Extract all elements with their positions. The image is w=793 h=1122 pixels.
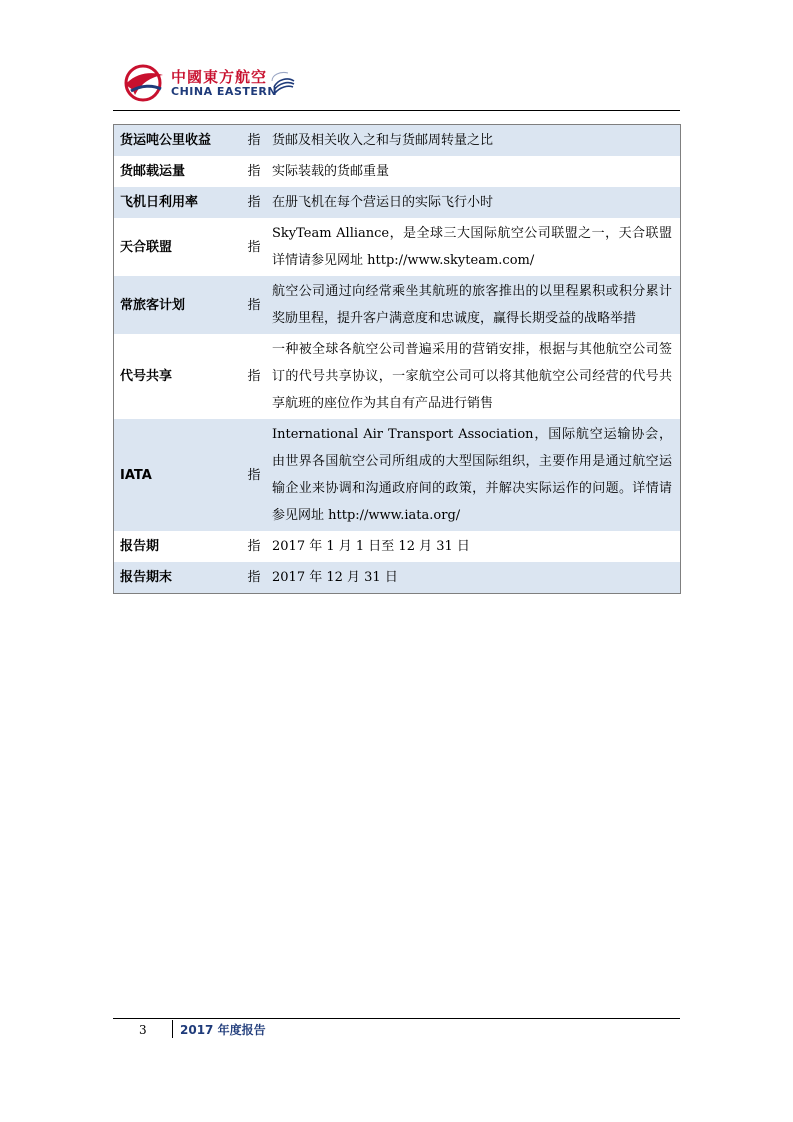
term-cell: 天合联盟	[120, 239, 173, 255]
definition-cell: International Air Transport Association，国际航空运输协会，由世界各国航空公司所组成的大型国际组织，主要作用是通过航空运输企业来协调和沟通政府间的政策，并解决实际运作的问题。详情请参见网址 http://www.iata.org/	[268, 419, 681, 531]
report-title: 2017 年度报告	[180, 1023, 266, 1037]
table-row	[114, 276, 681, 334]
term-cell: 飞机日利用率	[114, 187, 241, 218]
means-cell: 指	[247, 239, 261, 255]
term-cell: 常旅客计划	[114, 276, 241, 334]
means-cell: 指	[240, 562, 268, 594]
term-cell: 代号共享	[120, 369, 173, 384]
term-cell: IATA	[114, 419, 241, 531]
means-cell: 指	[247, 539, 261, 554]
definition-cell: SkyTeam Alliance，是全球三大国际航空公司联盟之一，天合联盟详情请参见网址 http://www.skyteam.com/	[272, 226, 672, 268]
definition-cell: 一种被全球各航空公司普遍采用的营销安排，根据与其他航空公司签订的代号共享协议，一家航空公司可以将其他航空公司经营的代号共享航班的座位作为其自有产品进行销售	[272, 342, 672, 411]
footer-rule	[113, 1018, 680, 1019]
header-rule	[113, 110, 680, 111]
footer-divider	[172, 1020, 173, 1038]
table-row	[114, 187, 681, 218]
definition-cell: 货邮及相关收入之和与货邮周转量之比	[268, 125, 681, 157]
term-cell: 报告期	[120, 539, 160, 554]
glossary-table	[113, 124, 681, 594]
table-row	[114, 125, 681, 157]
term-cell: 报告期末	[114, 562, 241, 594]
means-cell: 指	[247, 164, 261, 179]
skyteam-icon	[268, 69, 298, 99]
table-row	[114, 562, 681, 594]
brand-name-en: CHINA EASTERN	[171, 85, 278, 98]
term-cell: 货运吨公里收益	[114, 125, 241, 157]
means-cell: 指	[240, 419, 268, 531]
definition-cell: 2017 年 12 月 31 日	[268, 562, 681, 594]
swallow-logo-icon	[121, 63, 165, 103]
definition-cell: 2017 年 1 月 1 日至 12 月 31 日	[272, 539, 470, 554]
table-row	[114, 218, 681, 276]
means-cell: 指	[240, 187, 268, 218]
page-number: 3	[139, 1023, 147, 1037]
term-cell: 货邮载运量	[120, 164, 186, 179]
definition-cell: 实际装载的货邮重量	[272, 164, 390, 179]
brand-name-cn: 中國東方航空	[171, 68, 268, 86]
table-row	[114, 531, 681, 562]
table-row	[114, 156, 681, 187]
table-row	[114, 334, 681, 419]
definition-cell: 航空公司通过向经常乘坐其航班的旅客推出的以里程累积或积分累计奖励里程，提升客户满意度和忠诚度，赢得长期受益的战略举措	[268, 276, 681, 334]
means-cell: 指	[247, 369, 261, 384]
means-cell: 指	[240, 276, 268, 334]
means-cell: 指	[240, 125, 268, 157]
page-header	[113, 55, 681, 111]
table-row	[114, 419, 681, 531]
definition-cell: 在册飞机在每个营运日的实际飞行小时	[268, 187, 681, 218]
